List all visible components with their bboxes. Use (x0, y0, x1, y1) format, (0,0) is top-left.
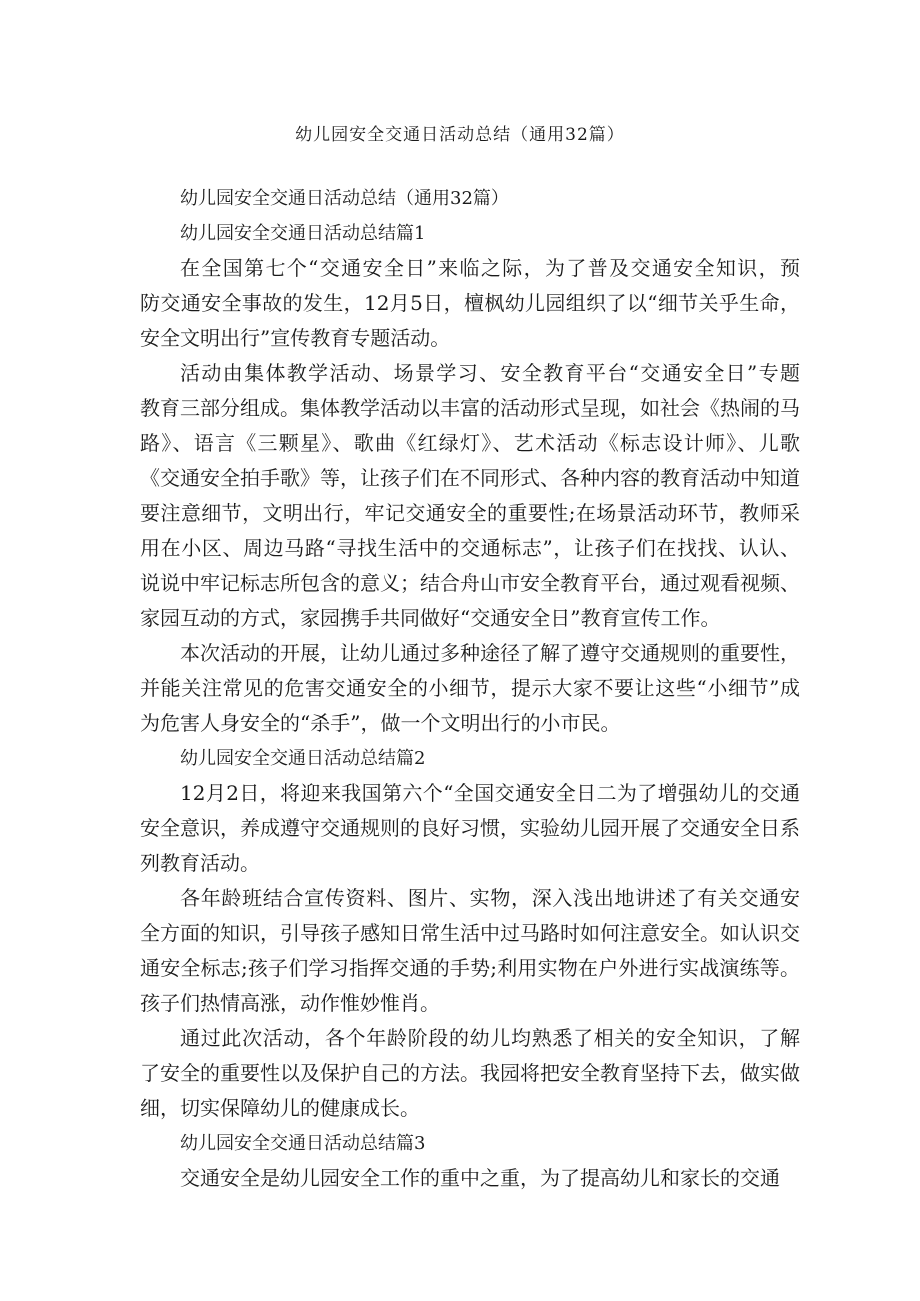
paragraph-line: 并能关注常见的危害交通安全的小细节，提示大家不要让这些“小细节”成 (140, 676, 800, 700)
paragraph-line: 安全文明出行”宣传教育专题活动。 (140, 326, 451, 350)
section-heading: 幼儿园安全交通日活动总结篇2 (180, 748, 426, 769)
paragraph-line: 家园互动的方式，家园携手共同做好“交通安全日”教育宣传工作。 (140, 606, 721, 630)
document-subtitle: 幼儿园安全交通日活动总结（通用32篇） (180, 188, 509, 209)
paragraph-line: 孩子们热情高涨，动作惟妙惟肖。 (140, 991, 440, 1015)
paragraph (140, 881, 800, 1021)
paragraph-line: 全方面的知识，引导孩子感知日常生活中过马路时如何注意安全。如认识交 (140, 921, 800, 945)
paragraph-line: 教育三部分组成。集体教学活动以丰富的活动形式呈现，如社会《热闹的马 (140, 396, 800, 420)
section-heading: 幼儿园安全交通日活动总结篇3 (180, 1133, 426, 1154)
paragraph-line: 细，切实保障幼儿的健康成长。 (140, 1096, 420, 1120)
paragraph-line: 路》、语言《三颗星》、歌曲《红绿灯》、艺术活动《标志设计师》、儿歌 (140, 431, 800, 455)
paragraph-line: 说说中牢记标志所包含的意义；结合舟山市安全教育平台，通过观看视频、 (140, 571, 800, 595)
paragraph (140, 1161, 800, 1196)
paragraph-line: 安全意识，养成遵守交通规则的良好习惯，实验幼儿园开展了交通安全日系 (140, 816, 800, 840)
document-body (140, 181, 800, 1196)
document-title: 幼儿园安全交通日活动总结（通用32篇） (295, 125, 625, 145)
paragraph-line: 交通安全是幼儿园安全工作的重中之重，为了提高幼儿和家长的交通 (180, 1166, 780, 1190)
paragraph-line: 为危害人身安全的“杀手”，做一个文明出行的小市民。 (140, 711, 621, 735)
paragraph (140, 251, 800, 356)
paragraph (140, 1021, 800, 1126)
paragraph-line: 各年龄班结合宣传资料、图片、实物，深入浅出地讲述了有关交通安 (180, 886, 800, 910)
paragraph-line: 要注意细节，文明出行，牢记交通安全的重要性;在场景活动环节，教师采 (140, 501, 800, 525)
paragraph-line: 活动由集体教学活动、场景学习、安全教育平台“交通安全日”专题 (180, 361, 800, 385)
paragraph-line: 列教育活动。 (140, 851, 260, 875)
paragraph-line: 了安全的重要性以及保护自己的方法。我园将把安全教育坚持下去，做实做 (140, 1061, 800, 1085)
paragraph-line: 本次活动的开展，让幼儿通过多种途径了解了遵守交通规则的重要性， (180, 641, 800, 665)
paragraph-line: 用在小区、周边马路“寻找生活中的交通标志”，让孩子们在找找、认认、 (140, 536, 800, 560)
paragraph-line: 12月2日，将迎来我国第六个“全国交通安全日二为了增强幼儿的交通 (180, 781, 800, 805)
sections-container (140, 216, 800, 1196)
paragraph-line: 在全国第七个“交通安全日”来临之际，为了普及交通安全知识，预 (180, 256, 800, 280)
paragraph-line: 通安全标志;孩子们学习指挥交通的手势;利用实物在户外进行实战演练等。 (140, 956, 800, 980)
paragraph-line: 防交通安全事故的发生，12月5日，檀枫幼儿园组织了以“细节关乎生命， (140, 291, 800, 315)
paragraph (140, 356, 800, 636)
section-heading: 幼儿园安全交通日活动总结篇1 (180, 223, 426, 244)
paragraph (140, 776, 800, 881)
paragraph (140, 636, 800, 741)
paragraph-line: 《交通安全拍手歌》等，让孩子们在不同形式、各种内容的教育活动中知道 (140, 466, 800, 490)
paragraph-line: 通过此次活动，各个年龄阶段的幼儿均熟悉了相关的安全知识，了解 (180, 1026, 800, 1050)
